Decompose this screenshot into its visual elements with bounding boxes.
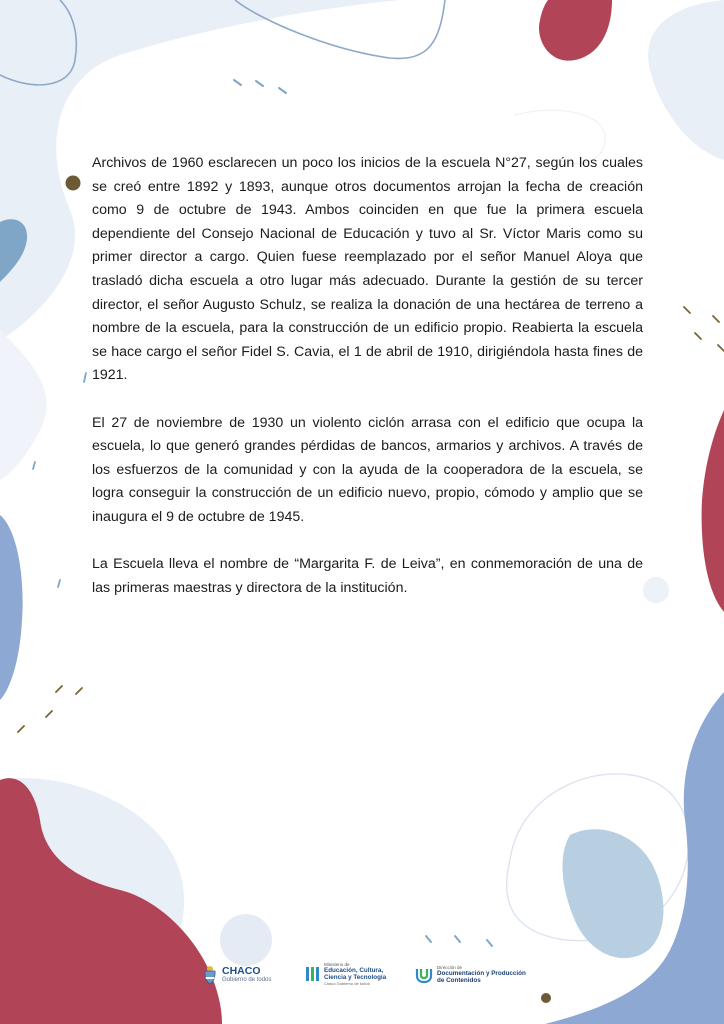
pale-blob-top-right bbox=[648, 0, 724, 160]
document-body bbox=[92, 152, 643, 624]
paragraph-history: Archivos de 1960 esclarecen un poco los inicios de la escuela N°27, según los cuales se creó entre 1892 y 1893, aunque otros documentos arrojan la fecha de creación como 9 de octubre de 1943. Ambos coinciden en que fue la primera escuela dependiente del Consejo Nacional de Educación y tuvo al Sr. Víctor Maris como su primer director a cargo. Quien fuese reemplazado por el señor Manuel Aloya que trasladó dicha escuela a otro lugar más adecuado. Durante la gestión de su tercer director, el señor Augusto Schulz, se realiza la donación de una hectárea de terreno a nombre de la escuela, para la construcción de un edificio propio. Reabierta la escuela se hace cargo el señor Fidel S. Cavia, el 1 de abril de 1910, dirigiéndola hasta fines de 1921. bbox=[92, 155, 643, 384]
olive-dot-left bbox=[66, 176, 81, 191]
footer-logos bbox=[0, 958, 724, 998]
direction-logo bbox=[415, 965, 526, 984]
olive-dashes-left-bottom bbox=[18, 686, 82, 732]
ministry-logo bbox=[306, 962, 386, 986]
pale-dot-right bbox=[643, 577, 669, 603]
chaco-name: CHACO bbox=[222, 965, 261, 977]
light-blue-blob-bottom-right bbox=[562, 829, 663, 958]
crimson-blob-right bbox=[702, 410, 724, 612]
blue-dashes-top bbox=[234, 80, 286, 93]
ministry-name-line1: Educación, Cultura, bbox=[324, 967, 384, 974]
ministry-prefix: Ministerio de bbox=[324, 962, 350, 967]
chaco-emblem-icon bbox=[202, 964, 218, 986]
paragraph-cyclone: El 27 de noviembre de 1930 un violento ciclón arrasa con el edificio que ocupa la escuela, lo que generó grandes pérdidas de bancos, armarios y archivos. A través de los esfuerzos de la comunidad y con la ayuda de la cooperadora de la escuela, se logra conseguir la construcción de un edificio nuevo, propio, cómodo y amplio que se inaugura el 9 de octubre de 1945. bbox=[92, 414, 643, 525]
ministry-name-line2: Ciencia y Tecnología bbox=[324, 974, 387, 981]
direction-prefix: Dirección de bbox=[437, 965, 463, 970]
ministry-bars-icon bbox=[306, 966, 320, 982]
crimson-blob-top-right bbox=[539, 0, 612, 61]
ministry-tagline: Chaco Gobierno de todos bbox=[324, 981, 370, 986]
chaco-logo bbox=[202, 964, 271, 986]
direction-emblem-icon bbox=[415, 966, 433, 984]
pale-blob-left-mid bbox=[0, 330, 46, 480]
blue-dashes-bottom bbox=[426, 936, 492, 946]
direction-name-line1: Documentación y Producción bbox=[437, 970, 526, 977]
direction-name-line2: de Contenidos bbox=[437, 977, 481, 984]
paragraph-name: La Escuela lleva el nombre de “Margarita F. de Leiva”, en conmemoración de una de las primeras maestras y directora de la institución. bbox=[92, 556, 643, 596]
blue-blob-left-mid bbox=[0, 515, 23, 700]
olive-dashes-right bbox=[684, 307, 724, 351]
chaco-tagline: Gobierno de todos bbox=[222, 977, 272, 983]
